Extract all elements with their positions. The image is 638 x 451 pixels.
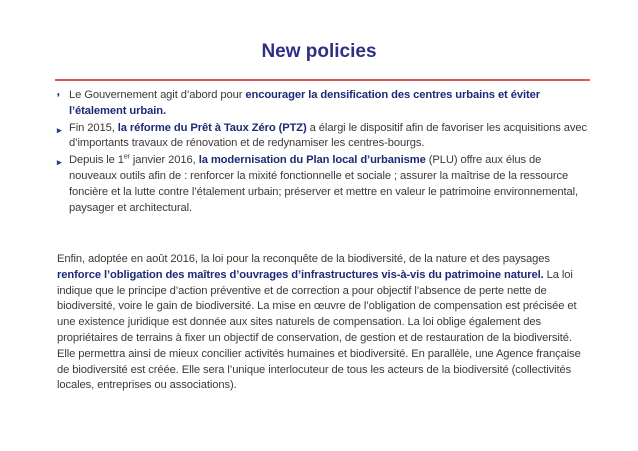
bullet-icon: ▸ xyxy=(57,124,62,135)
ordinal-suffix: er xyxy=(123,153,130,161)
bullet-highlight: encourager la densification des centres urbains et éviter l’étalement urbain. xyxy=(69,89,540,117)
paragraph-text: Enfin, adoptée en août 2016, la loi pour la reconquête de la biodiversité, de la nature et des paysages xyxy=(57,253,550,265)
bullet-highlight: la modernisation du Plan local d’urbanisme xyxy=(198,154,426,167)
bullet-text: (PLU) offre aux élus de nouveaux outils afin de : renforcer la mixité fonctionnelle et sociale ; assurer la maîtrise de la ressource foncière et la lutte contre l’étalement urbain; préserver et mettre en valeur le patrimoine environnemental, paysager et architectural. xyxy=(69,154,579,214)
bullet-item-densification xyxy=(57,88,589,120)
bullet-highlight: la réforme du Prêt à Taux Zéro (PTZ) xyxy=(117,121,307,134)
title-divider xyxy=(55,79,590,81)
biodiversity-paragraph xyxy=(57,252,589,394)
bullet-text: Depuis le 1 xyxy=(69,154,124,167)
bullet-text: Fin 2015, xyxy=(69,121,118,134)
quote-marker-icon: ❜ xyxy=(57,92,60,102)
paragraph-text: La loi indique que le principe d’action préventive et de correction a pour objectif l’absence de perte nette de biodiversité, voire le gain de biodiversité. La mise en œuvre de l’obligation de compensation est précisée et une existence juridique est donnée aux sites naturels de compensation. La loi oblige également des propriétaires de terrains à fixer un objectif de conservation, de gestion et de restauration de la biodiversité. Elle permettra ainsi de mieux concilier activités humaines et biodiversité. En parallèle, une Agence française de biodiversité est créée. Elle sera l’unique interlocuteur de tous les acteurs de la biodiversité (collectivités locales, entreprises ou associations). xyxy=(57,268,581,392)
bullet-text: Le Gouvernement agit d’abord pour xyxy=(69,89,246,101)
bullet-item-plu xyxy=(57,153,589,216)
bullet-text: janvier 2016, xyxy=(129,154,199,167)
policy-panel xyxy=(57,88,589,217)
bullet-item-ptz xyxy=(57,121,589,153)
bullet-text: a élargi le dispositif afin de favoriser les acquisitions avec d’importants travaux de rénovation et de redynamiser les centres-bourgs. xyxy=(69,121,588,150)
page-title: New policies xyxy=(261,41,377,62)
paragraph-highlight: renforce l’obligation des maîtres d’ouvrages d’infrastructures vis-à-vis du patrimoine naturel. xyxy=(57,268,544,281)
bullet-icon: ▸ xyxy=(57,157,62,168)
